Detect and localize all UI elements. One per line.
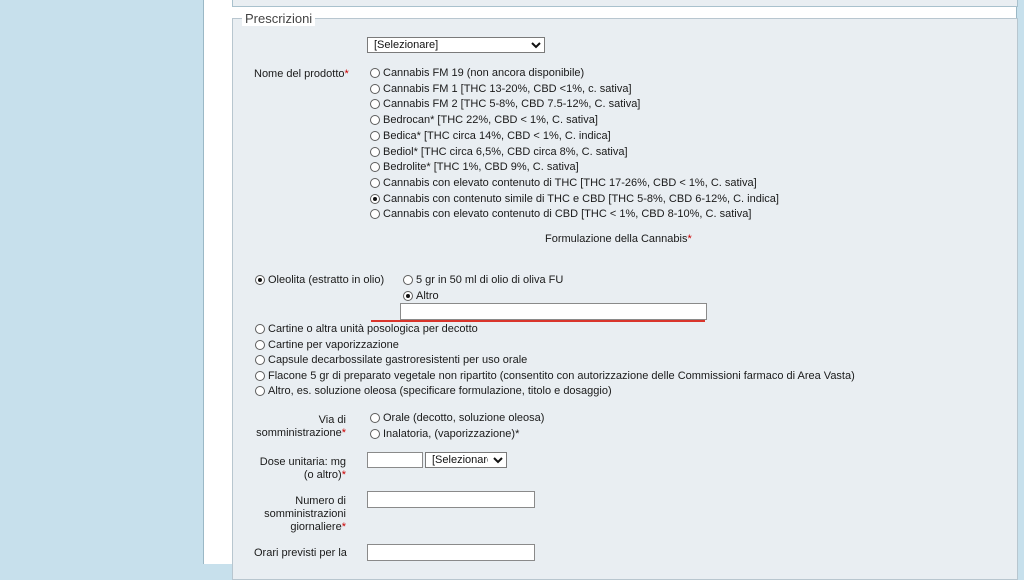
radio-product-label: Cannabis con contenuto simile di THC e CBD [THC 5-8%, CBD 6-12%, C. indica] xyxy=(383,192,779,205)
radio-product-label: Bedrocan* [THC 22%, CBD < 1%, C. sativa] xyxy=(383,114,598,127)
radio-button-product[interactable] xyxy=(370,162,380,172)
radio-button-product[interactable] xyxy=(370,115,380,125)
radio-button-formulation[interactable] xyxy=(255,386,265,396)
product-select[interactable] xyxy=(367,37,545,53)
radio-product-option[interactable] xyxy=(370,208,751,221)
radio-product-label: Cannabis con elevato contenuto di CBD [THC < 1%, CBD 8-10%, C. sativa] xyxy=(383,208,752,221)
altro-text-input[interactable] xyxy=(400,303,707,320)
radio-oleolita-altro[interactable] xyxy=(403,290,439,303)
radio-button-product[interactable] xyxy=(370,178,380,188)
radio-formulation-option[interactable] xyxy=(255,354,527,367)
dose-input[interactable] xyxy=(367,452,423,468)
product-label xyxy=(254,68,349,81)
product-required-mark: * xyxy=(344,68,349,80)
radio-button-product[interactable] xyxy=(370,84,380,94)
radio-5gr-label: 5 gr in 50 ml di olio di oliva FU xyxy=(416,274,564,286)
product-label-text: Nome del prodotto xyxy=(254,68,345,80)
radio-button-product[interactable] xyxy=(370,68,380,78)
radio-inhalation-label: Inalatoria, (vaporizzazione)* xyxy=(383,428,520,440)
radio-oleolita[interactable] xyxy=(255,274,384,287)
schedule-input[interactable] xyxy=(367,544,535,561)
formulation-heading-text: Formulazione della Cannabis xyxy=(545,233,688,245)
radio-button-formulation[interactable] xyxy=(255,340,265,350)
dose-unit-select[interactable] xyxy=(425,452,507,468)
daily-required-mark: * xyxy=(341,521,346,533)
radio-button-5gr[interactable] xyxy=(403,275,413,285)
radio-button-oleolita[interactable] xyxy=(255,275,265,285)
radio-product-option[interactable] xyxy=(370,177,757,190)
schedule-label xyxy=(254,547,346,560)
radio-oleolita-5gr[interactable] xyxy=(403,274,563,287)
route-label-line2: somministrazione xyxy=(256,427,342,439)
daily-label xyxy=(254,495,346,534)
radio-button-product[interactable] xyxy=(370,99,380,109)
radio-altro-label: Altro xyxy=(416,290,439,302)
route-label xyxy=(254,414,346,440)
route-label-line1: Via di xyxy=(318,414,346,426)
radio-route-oral[interactable] xyxy=(370,412,544,425)
formulation-required-mark: * xyxy=(687,233,692,245)
radio-formulation-label: Capsule decarbossilate gastroresistenti per uso orale xyxy=(268,354,528,367)
daily-label-line3: giornaliere xyxy=(290,521,342,533)
radio-button-product[interactable] xyxy=(370,147,380,157)
radio-button-product[interactable] xyxy=(370,131,380,141)
radio-product-label: Cannabis con elevato contenuto di THC [THC 17-26%, CBD < 1%, C. sativa] xyxy=(383,176,757,189)
radio-formulation-label: Flacone 5 gr di preparato vegetale non ripartito (consentito con autorizzazione delle Commissioni farmaco di Area Vasta) xyxy=(268,369,855,382)
radio-oral-label: Orale (decotto, soluzione oleosa) xyxy=(383,412,545,424)
radio-product-label: Cannabis FM 2 [THC 5-8%, CBD 7.5-12%, C. sativa] xyxy=(383,98,641,111)
radio-product-option[interactable] xyxy=(370,114,598,127)
previous-section-border xyxy=(232,0,1018,7)
radio-product-option[interactable] xyxy=(370,83,632,96)
radio-product-option[interactable] xyxy=(370,161,579,174)
radio-product-label: Bediol* [THC circa 6,5%, CBD circa 8%, C. sativa] xyxy=(383,145,628,158)
daily-count-input[interactable] xyxy=(367,491,535,508)
section-legend: Prescrizioni xyxy=(242,11,315,26)
radio-product-option[interactable] xyxy=(370,193,779,206)
radio-oleolita-label: Oleolita (estratto in olio) xyxy=(268,274,385,286)
radio-formulation-option[interactable] xyxy=(255,370,855,383)
radio-product-option[interactable] xyxy=(370,98,640,111)
radio-button-formulation[interactable] xyxy=(255,355,265,365)
dose-label-line2: (o altro) xyxy=(303,469,342,481)
radio-formulation-label: Cartine per vaporizzazione xyxy=(268,338,399,351)
radio-product-option[interactable] xyxy=(370,130,611,143)
radio-formulation-option[interactable] xyxy=(255,323,478,336)
schedule-label-line1: Orari previsti per la xyxy=(254,547,347,559)
radio-product-label: Bedrolite* [THC 1%, CBD 9%, C. sativa] xyxy=(383,161,579,174)
radio-button-inhalation[interactable] xyxy=(370,429,380,439)
dose-required-mark: * xyxy=(341,469,346,481)
radio-product-option[interactable] xyxy=(370,146,628,159)
dose-label xyxy=(254,456,346,482)
route-required-mark: * xyxy=(341,427,346,439)
radio-button-product[interactable] xyxy=(370,194,380,204)
radio-button-oral[interactable] xyxy=(370,413,380,423)
radio-product-label: Cannabis FM 1 [THC 13-20%, CBD <1%, c. sativa] xyxy=(383,82,632,95)
daily-label-line1: Numero di xyxy=(295,495,346,507)
radio-button-altro[interactable] xyxy=(403,291,413,301)
daily-label-line2: somministrazioni xyxy=(264,508,346,520)
dose-label-line1: Dose unitaria: mg xyxy=(259,456,346,468)
radio-product-label: Cannabis FM 19 (non ancora disponibile) xyxy=(383,67,585,79)
annotation-underline xyxy=(371,320,705,322)
radio-formulation-option[interactable] xyxy=(255,385,612,398)
radio-product-label: Bedica* [THC circa 14%, CBD < 1%, C. indica] xyxy=(383,129,611,142)
radio-formulation-option[interactable] xyxy=(255,339,399,352)
radio-formulation-label: Cartine o altra unità posologica per decotto xyxy=(268,323,478,335)
radio-route-inhalation[interactable] xyxy=(370,428,519,441)
radio-formulation-label: Altro, es. soluzione oleosa (specificare formulazione, titolo e dosaggio) xyxy=(268,385,612,398)
radio-button-formulation[interactable] xyxy=(255,371,265,381)
radio-button-product[interactable] xyxy=(370,209,380,219)
radio-product-option[interactable] xyxy=(370,67,584,80)
formulation-heading xyxy=(545,233,692,245)
radio-button-formulation[interactable] xyxy=(255,324,265,334)
